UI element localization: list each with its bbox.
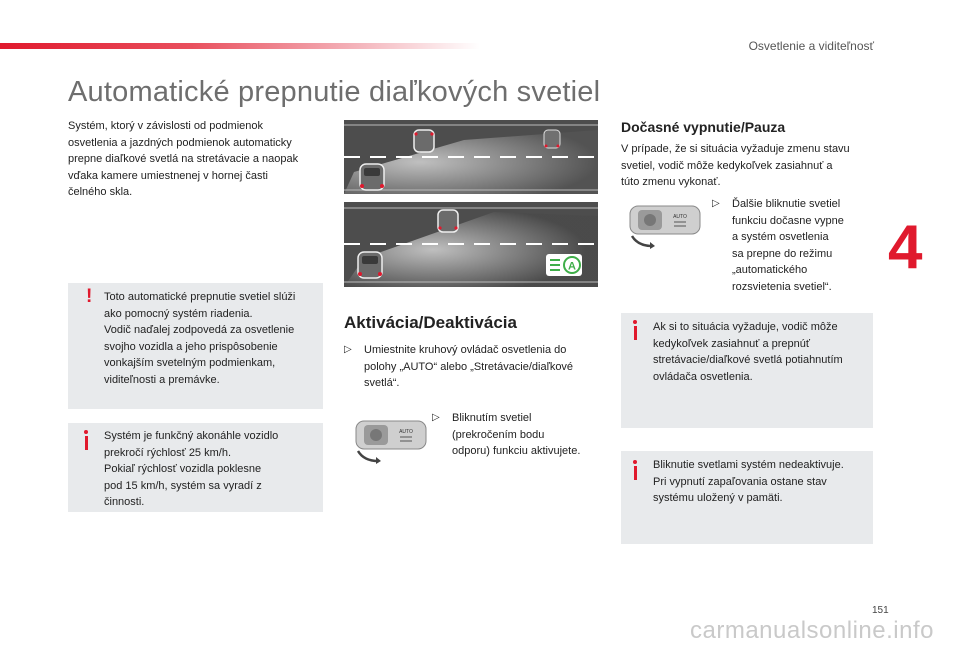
info-box-speed bbox=[68, 423, 323, 512]
car-icon bbox=[360, 164, 384, 190]
page-number: 151 bbox=[872, 605, 889, 616]
intro-paragraph: Systém, ktorý v závislosti od podmienok osvetlenia a jazdných podmienok automaticky prepne diaľkové svetlá na stretávacie a naopak vďaka kamere umiestnenej v hornej časti čelného skla. bbox=[68, 120, 299, 198]
auto-high-beam-badge-icon bbox=[546, 254, 582, 276]
info-text-speed: Systém je funkčný akonáhle vozidlo prekročí rýchlosť 25 km/h. Pokiaľ rýchlosť vozidla poklesne pod 15 km/h, systém sa vyradí z činnosti. bbox=[104, 430, 279, 508]
watermark: carmanualsonline.info bbox=[690, 617, 934, 644]
pause-bullet: ▷ Ďalšie bliknutie svetiel funkciu dočasne vypne a systém osvetlenia sa prepne do režimu „automatického rozsvietenia svetiel“. bbox=[712, 196, 872, 295]
activation-bullet-2: ▷ Bliknutím svetiel (prekročením bodu odporu) funkciu aktivujete. bbox=[432, 410, 602, 460]
bullet-arrow-icon: ▷ bbox=[432, 412, 440, 423]
info-box-memory bbox=[621, 451, 873, 544]
bullet-arrow-icon: ▷ bbox=[712, 198, 720, 209]
chapter-number: 4 bbox=[888, 213, 923, 282]
own-car-icon bbox=[358, 252, 382, 278]
svg-text:A: A bbox=[568, 260, 576, 273]
info-text-override: Ak si to situácia vyžaduje, vodič môže kedykoľvek zasiahnuť a prepnúť stretávacie/diaľkové svetlá potiahnutím ovládača osvetlenia. bbox=[653, 321, 843, 383]
header-accent-bar bbox=[0, 43, 480, 49]
warning-box bbox=[68, 283, 323, 409]
light-stalk-pause-illustration bbox=[624, 200, 706, 250]
pause-heading: Dočasné vypnutie/Pauza bbox=[621, 119, 786, 135]
activation-bullet-1: ▷ Umiestnite kruhový ovládač osvetlenia do polohy „AUTO“ alebo „Stretávacie/diaľkové svetlá“. bbox=[344, 342, 604, 392]
far-car-icon bbox=[438, 210, 458, 232]
distant-car-icon bbox=[544, 130, 560, 148]
warning-text: Toto automatické prepnutie svetiel slúži ako pomocný systém riadenia. Vodič naďalej zodpovedá za osvetlenie svojho vozidla a jeho prispôsobenie vonkajším svetelným podmienkam, viditeľnosti a premávke. bbox=[104, 291, 296, 386]
page-title: Automatické prepnutie diaľkových svetiel bbox=[68, 76, 601, 108]
warning-icon: ! bbox=[86, 286, 93, 307]
light-stalk-illustration bbox=[350, 415, 432, 465]
svg-text:AUTO: AUTO bbox=[399, 429, 413, 435]
bullet-arrow-icon: ▷ bbox=[344, 344, 352, 355]
svg-text:AUTO: AUTO bbox=[673, 214, 687, 220]
activation-heading: Aktivácia/Deaktivácia bbox=[344, 313, 517, 332]
oncoming-car-icon bbox=[414, 130, 434, 152]
chapter-title: Osvetlenie a viditeľnosť bbox=[748, 39, 874, 53]
info-box-override bbox=[621, 313, 873, 428]
pause-intro: V prípade, že si situácia vyžaduje zmenu stavu svetiel, vodič môže kedykoľvek zasiahnuť a túto zmenu vykonať. bbox=[621, 143, 850, 188]
high-beam-road-illustration bbox=[344, 120, 598, 287]
info-text-memory: Bliknutie svetlami systém nedeaktivuje. Pri vypnutí zapaľovania ostane stav systému uložený v pamäti. bbox=[653, 459, 844, 504]
